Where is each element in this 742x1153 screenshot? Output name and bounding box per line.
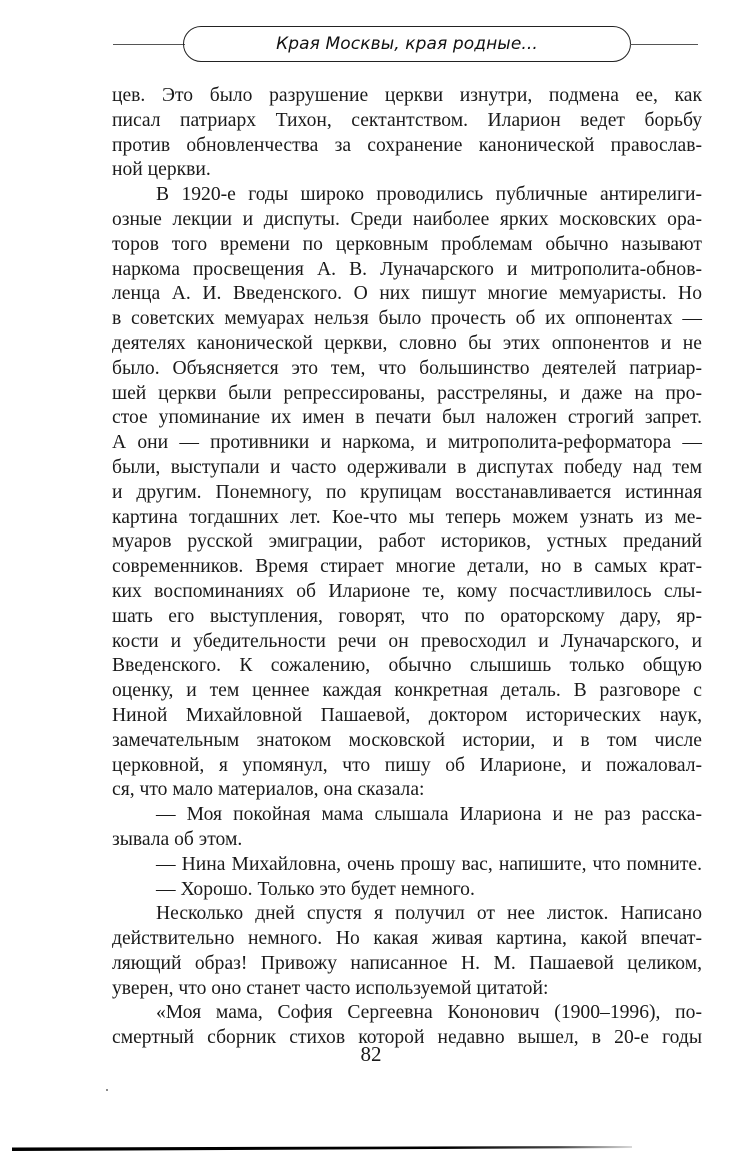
text-line: «Моя мама, София Сергеевна Кононович (1900–1996), по- — [156, 1002, 702, 1024]
text-line: церковной, я упомянул, что пишу об Иларионе, и пожаловал- — [112, 754, 702, 776]
text-line: и другим. Понемногу, по крупицам восстанавливается истинная — [112, 481, 702, 503]
text-line: было. Объясняется это тем, что большинство деятелей патриар- — [112, 357, 702, 379]
text-line: Введенского. К сожалению, обычно слышишь только общую — [112, 655, 702, 677]
text-line: А они — противники и наркома, и митрополита-реформатора — — [112, 432, 702, 454]
text-line: ленца А. И. Введенского. О них пишут многие мемуаристы. Но — [112, 283, 702, 305]
page-body-text — [112, 84, 702, 1051]
text-line: Ниной Михайловной Пашаевой, доктором исторических наук, — [112, 704, 702, 726]
header-rule-left — [113, 44, 185, 45]
text-line: наркома просвещения А. В. Луначарского и митрополита-обнов- — [112, 258, 702, 280]
text-line: действительно немного. Но какая живая картина, какой впечат- — [112, 928, 702, 950]
header-title-frame — [183, 26, 631, 62]
text-line: в советских мемуарах нельзя было прочесть об их оппонентах — — [112, 308, 702, 330]
text-line: писал патриарх Тихон, сектантством. Иларион ведет борьбу — [112, 109, 702, 131]
text-line: современников. Время стирает многие детали, но в самых крат- — [112, 556, 702, 578]
text-line: смертный сборник стихов которой недавно вышел, в 20-е годы — [112, 1027, 702, 1049]
text-line: были, выступали и часто одерживали в диспутах победу над тем — [112, 456, 702, 478]
text-line: Несколько дней спустя я получил от нее листок. Написано — [156, 903, 702, 925]
running-header — [0, 0, 742, 80]
page-number: 82 — [360, 1042, 382, 1066]
text-line: торов того времени по церковным проблемам обычно называют — [112, 233, 702, 255]
text-line: — Моя покойная мама слышала Иларионa и не раз расска- — [156, 804, 702, 826]
text-line: озные лекции и диспуты. Среди наиболее ярких московских ора- — [112, 208, 702, 230]
running-header-title: Края Москвы, края родные... — [276, 34, 538, 54]
text-line: цев. Это было разрушение церкви изнутри, подмена ее, как — [112, 85, 702, 106]
text-line: ной церкви. — [112, 159, 211, 181]
text-line: В 1920-е годы широко проводились публичные антирелиги- — [156, 184, 702, 206]
text-line: ких воспоминаниях об Иларионе те, кому посчастливилось слы- — [112, 580, 702, 602]
scan-speck — [106, 1089, 108, 1091]
scan-edge-bar — [12, 1146, 632, 1151]
text-line: уверен, что оно станет часто используемой цитатой: — [112, 977, 549, 999]
text-line: зывала об этом. — [112, 828, 243, 850]
text-line: ляющий образ! Привожу написанное Н. М. Пашаевой целиком, — [112, 952, 702, 974]
text-line: деятелях канонической церкви, словно бы этих оппонентов и не — [112, 332, 702, 354]
text-line: муаров русской эмиграции, работ историков, устных преданий — [112, 531, 702, 553]
text-line: кости и убедительности речи он превосходил и Луначарского, и — [112, 630, 702, 652]
text-line: стое упоминание их имен в печати был наложен строгий запрет. — [112, 407, 702, 429]
header-rule-right — [630, 44, 698, 45]
text-line: замечательным знатоком московской истории, и в том числе — [112, 729, 702, 751]
text-line: ся, что мало материалов, она сказала: — [112, 779, 425, 801]
text-line: — Хорошо. Только это будет немного. — [156, 878, 475, 900]
text-line: шать его выступления, говорят, что по ораторскому дару, яр- — [112, 605, 702, 627]
text-line: оценку, и тем ценнее каждая конкретная деталь. В разговоре с — [112, 680, 702, 702]
text-line: — Нина Михайловна, очень прошу вас, напишите, что помните. — [156, 853, 702, 875]
text-line: против обновленчества за сохранение канонической православ- — [112, 134, 702, 156]
text-line: шей церкви были репрессированы, расстреляны, и даже на про- — [112, 382, 702, 404]
text-line: картина тогдашних лет. Кое-что мы теперь можем узнать из ме- — [112, 506, 702, 528]
